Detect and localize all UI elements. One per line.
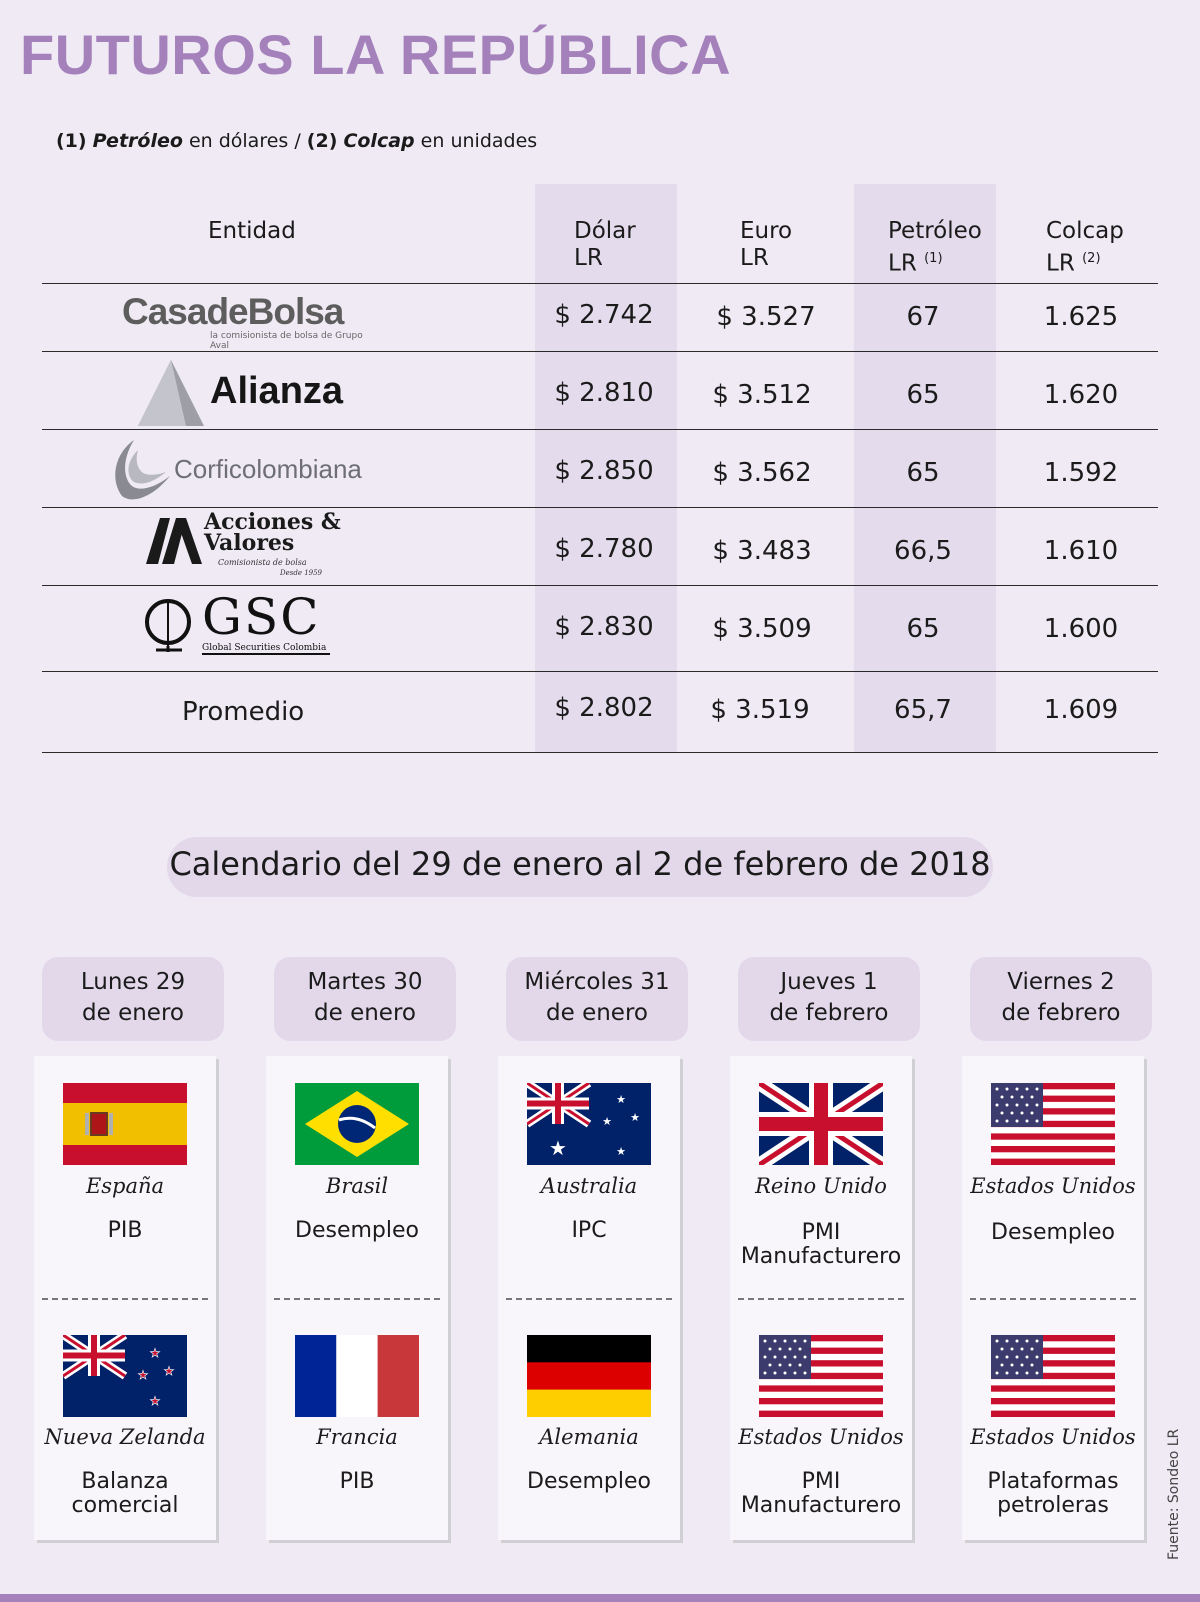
- indicator-name: Desempleo: [991, 1220, 1115, 1245]
- svg-text:★: ★: [149, 1346, 161, 1360]
- row-corficolombiana-euro: $ 3.562: [712, 458, 812, 488]
- country-name: Brasil: [325, 1174, 389, 1198]
- day-card-thursday: [730, 1056, 912, 1540]
- day-header-thursday: Jueves 1 de febrero: [738, 957, 920, 1041]
- card-separator: [506, 1298, 672, 1300]
- row-alianza-dolar: $ 2.810: [554, 378, 654, 408]
- header-colcap: Colcap LR $^{(2)}$: [1046, 218, 1124, 277]
- day-card-tuesday: [266, 1056, 448, 1540]
- row-corficolombiana-petroleo: 65: [906, 458, 940, 488]
- country-name: Nueva Zelanda: [44, 1425, 206, 1449]
- country-name: Alemania: [539, 1425, 639, 1449]
- indicator-name: PIB: [107, 1218, 143, 1243]
- country-name: Estados Unidos: [970, 1174, 1136, 1198]
- svg-text:★: ★: [137, 1368, 149, 1382]
- spain-flag-icon: [63, 1083, 187, 1165]
- row-casadebolsa-petroleo: 67: [906, 302, 940, 332]
- indicator-name: Plataformas petroleras: [987, 1469, 1119, 1518]
- row-divider: [42, 671, 1158, 672]
- average-euro: $ 3.519: [710, 695, 810, 725]
- svg-text:★: ★: [616, 1145, 626, 1158]
- indicator-name: Desempleo: [295, 1218, 419, 1243]
- row-corficolombiana-colcap: 1.592: [1043, 458, 1119, 488]
- united-states-flag-icon: [759, 1335, 883, 1417]
- row-divider: [42, 429, 1158, 430]
- france-flag-icon: [295, 1335, 419, 1417]
- row-divider: [42, 507, 1158, 508]
- header-entidad: Entidad: [208, 218, 296, 244]
- source-note: Fuente: Sondeo LR: [1166, 1428, 1182, 1560]
- new-zealand-flag-icon: [63, 1335, 187, 1417]
- page-title: FUTUROS LA REPÚBLICA: [20, 23, 732, 86]
- row-gsc-colcap: 1.600: [1043, 614, 1119, 644]
- australia-flag-icon: [527, 1083, 651, 1165]
- casadebolsa-logo: CasadeBolsa la comisionista de bolsa de Grupo Aval: [122, 291, 363, 351]
- average-colcap: 1.609: [1043, 695, 1119, 725]
- acciones-valores-logo: Acciones & Valores Comisionista de bolsa Desde 1959: [100, 512, 380, 582]
- country-name: Estados Unidos: [970, 1425, 1136, 1449]
- brazil-flag-icon: [295, 1083, 419, 1165]
- header-euro: Euro LR: [740, 218, 793, 271]
- header-dolar: Dólar LR: [574, 218, 636, 271]
- corficolombiana-swoosh-icon: [108, 436, 172, 502]
- alianza-triangle-icon: [136, 358, 206, 428]
- gsc-logo: GSC Global Securities Colombia: [100, 590, 380, 660]
- globe-icon: [142, 594, 200, 658]
- svg-text:★: ★: [163, 1364, 175, 1378]
- indicator-name: IPC: [571, 1218, 607, 1243]
- row-acciones-valores-euro: $ 3.483: [712, 536, 812, 566]
- row-acciones-valores-colcap: 1.610: [1043, 536, 1119, 566]
- indicator-name: PIB: [339, 1469, 375, 1494]
- day-header-friday: Viernes 2 de febrero: [970, 957, 1152, 1041]
- row-gsc-dolar: $ 2.830: [554, 612, 654, 642]
- card-separator: [738, 1298, 904, 1300]
- row-alianza-petroleo: 65: [906, 380, 940, 410]
- united-states-flag-icon: [991, 1083, 1115, 1165]
- acciones-valores-mark-icon: [146, 518, 202, 564]
- svg-text:★: ★: [630, 1111, 640, 1124]
- row-divider: [42, 283, 1158, 284]
- card-separator: [42, 1298, 208, 1300]
- row-acciones-valores-dolar: $ 2.780: [554, 534, 654, 564]
- day-card-wednesday: [498, 1056, 680, 1540]
- card-separator: [274, 1298, 440, 1300]
- country-name: Australia: [540, 1174, 638, 1198]
- day-header-tuesday: Martes 30 de enero: [274, 957, 456, 1041]
- indicator-name: PMI Manufacturero: [740, 1469, 902, 1518]
- svg-text:★: ★: [149, 1394, 161, 1408]
- row-divider: [42, 585, 1158, 586]
- germany-flag-icon: [527, 1335, 651, 1417]
- header-petroleo: Petróleo LR $^{(1)}$: [888, 218, 982, 277]
- svg-text:★: ★: [602, 1115, 612, 1128]
- alianza-logo: Alianza: [100, 356, 380, 426]
- indicator-name: Balanza comercial: [71, 1469, 179, 1518]
- day-card-friday: [962, 1056, 1144, 1540]
- country-name: Estados Unidos: [738, 1425, 904, 1449]
- day-header-monday: Lunes 29 de enero: [42, 957, 224, 1041]
- day-header-wednesday: Miércoles 31 de enero: [506, 957, 688, 1041]
- united-kingdom-flag-icon: [759, 1083, 883, 1165]
- row-gsc-petroleo: 65: [906, 614, 940, 644]
- row-casadebolsa-euro: $ 3.527: [716, 302, 816, 332]
- row-divider: [42, 752, 1158, 753]
- svg-text:★: ★: [616, 1093, 626, 1106]
- svg-text:★: ★: [549, 1136, 567, 1160]
- row-gsc-euro: $ 3.509: [712, 614, 812, 644]
- average-petroleo: 65,7: [894, 695, 952, 725]
- row-alianza-euro: $ 3.512: [712, 380, 812, 410]
- average-dolar: $ 2.802: [554, 693, 654, 723]
- row-acciones-valores-petroleo: 66,5: [894, 536, 952, 566]
- bottom-accent-bar: [0, 1594, 1200, 1602]
- row-corficolombiana-dolar: $ 2.850: [554, 456, 654, 486]
- card-separator: [970, 1298, 1136, 1300]
- average-label: Promedio: [182, 697, 305, 727]
- country-name: Reino Unido: [755, 1174, 887, 1198]
- indicator-name: Desempleo: [527, 1469, 651, 1494]
- row-alianza-colcap: 1.620: [1043, 380, 1119, 410]
- country-name: España: [85, 1174, 165, 1198]
- row-casadebolsa-dolar: $ 2.742: [554, 300, 654, 330]
- united-states-flag-icon: [991, 1335, 1115, 1417]
- calendar-title: Calendario del 29 de enero al 2 de febrero de 2018: [169, 845, 991, 883]
- indicator-name: PMI Manufacturero: [740, 1220, 902, 1269]
- corficolombiana-logo: Corficolombiana: [100, 434, 380, 504]
- table-note: (1) Petróleo en dólares / (2) Colcap en unidades: [56, 130, 538, 152]
- day-card-monday: [34, 1056, 216, 1540]
- row-casadebolsa-colcap: 1.625: [1043, 302, 1119, 332]
- country-name: Francia: [316, 1425, 398, 1449]
